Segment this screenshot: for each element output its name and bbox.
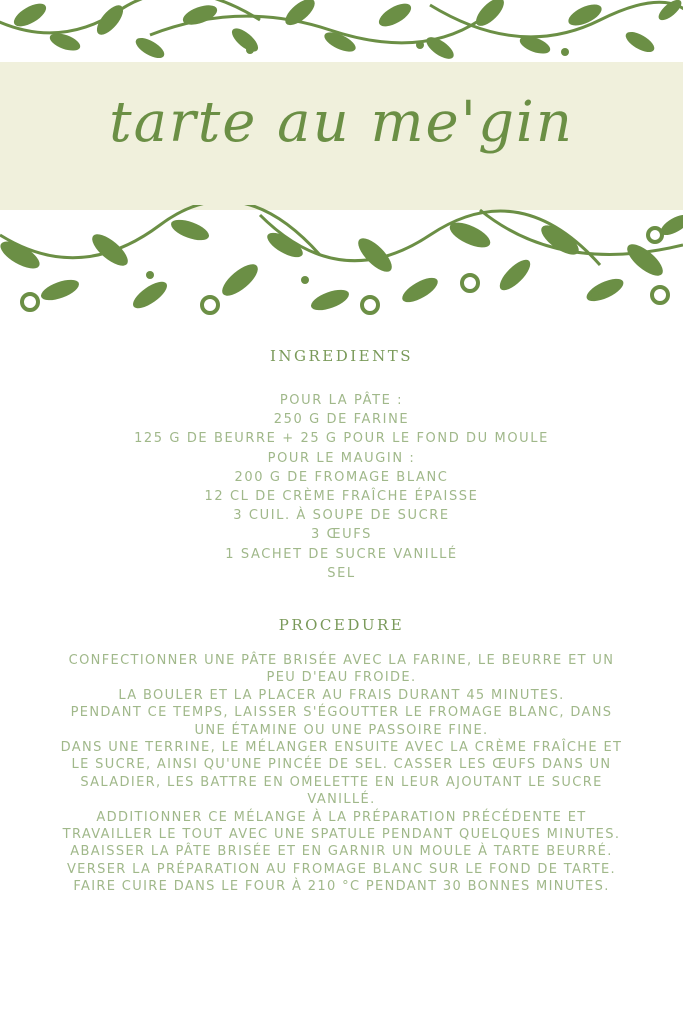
leaf-decoration-bottom [0,205,683,355]
procedure-line: VANILLÉ. [307,792,376,808]
procedure-line: UNE ÉTAMINE OU UNE PASSOIRE FINE. [194,722,489,738]
ingredient-line: 125 G DE BEURRE + 25 G POUR LE FOND DU MOULE [134,431,549,447]
procedure-line: VERSER LA PRÉPARATION AU FROMAGE BLANC SUR LE FOND DE TARTE. [66,861,617,877]
ingredient-line: POUR LA PÂTE : [279,393,404,408]
ingredient-line: 1 SACHET DE SUCRE VANILLÉ [225,546,458,562]
ingredient-line: 200 G DE FROMAGE BLANC [234,469,449,485]
ingredient-line: SEL [327,565,356,581]
ingredients-heading: INGREDIENTS [269,347,414,365]
procedure-line: CONFECTIONNER UNE PÂTE BRISÉE AVEC LA FARINE, LE BEURRE ET UN [68,653,615,668]
procedure-line: LE SUCRE, AINSI QU'UNE PINCÉE DE SEL. CASSER LES ŒUFS DANS UN [71,757,612,773]
ingredient-line: 12 CL DE CRÈME FRAÎCHE ÉPAISSE [204,489,479,505]
procedure-line: FAIRE CUIRE DANS LE FOUR À 210 °C PENDANT 30 BONNES MINUTES. [73,879,610,895]
procedure-line: TRAVAILLER LE TOUT AVEC UNE SPATULE PENDANT QUELQUES MINUTES. [62,827,621,843]
ingredient-line: 3 CUIL. À SOUPE DE SUCRE [233,508,450,524]
ingredients-list [0,391,683,583]
recipe-title: tarte au me'gin [109,90,574,155]
procedure-line: DANS UNE TERRINE, LE MÉLANGER ENSUITE AVEC LA CRÈME FRAÎCHE ET [60,740,623,756]
ingredient-line: POUR LE MAUGIN : [267,450,416,466]
leaf-decoration-top [0,0,683,70]
procedure-line: PEU D'EAU FROIDE. [266,670,417,686]
procedure-line: PENDANT CE TEMPS, LAISSER S'ÉGOUTTER LE FROMAGE BLANC, DANS [70,705,613,721]
procedure-line: LA BOULER ET LA PLACER AU FRAIS DURANT 45 MINUTES. [118,687,565,703]
procedure-text [30,652,653,896]
procedure-line: SALADIER, LES BATTRE EN OMELETTE EN LEUR AJOUTANT LE SUCRE [80,774,603,790]
ingredient-line: 3 ŒUFS [311,527,372,543]
procedure-heading: PROCEDURE [278,616,405,634]
procedure-line: ABAISSER LA PÂTE BRISÉE ET EN GARNIR UN MOULE À TARTE BEURRÉ. [70,844,613,860]
procedure-line: ADDITIONNER CE MÉLANGE À LA PRÉPARATION PRÉCÉDENTE ET [96,809,587,825]
ingredient-line: 250 G DE FARINE [273,412,410,428]
